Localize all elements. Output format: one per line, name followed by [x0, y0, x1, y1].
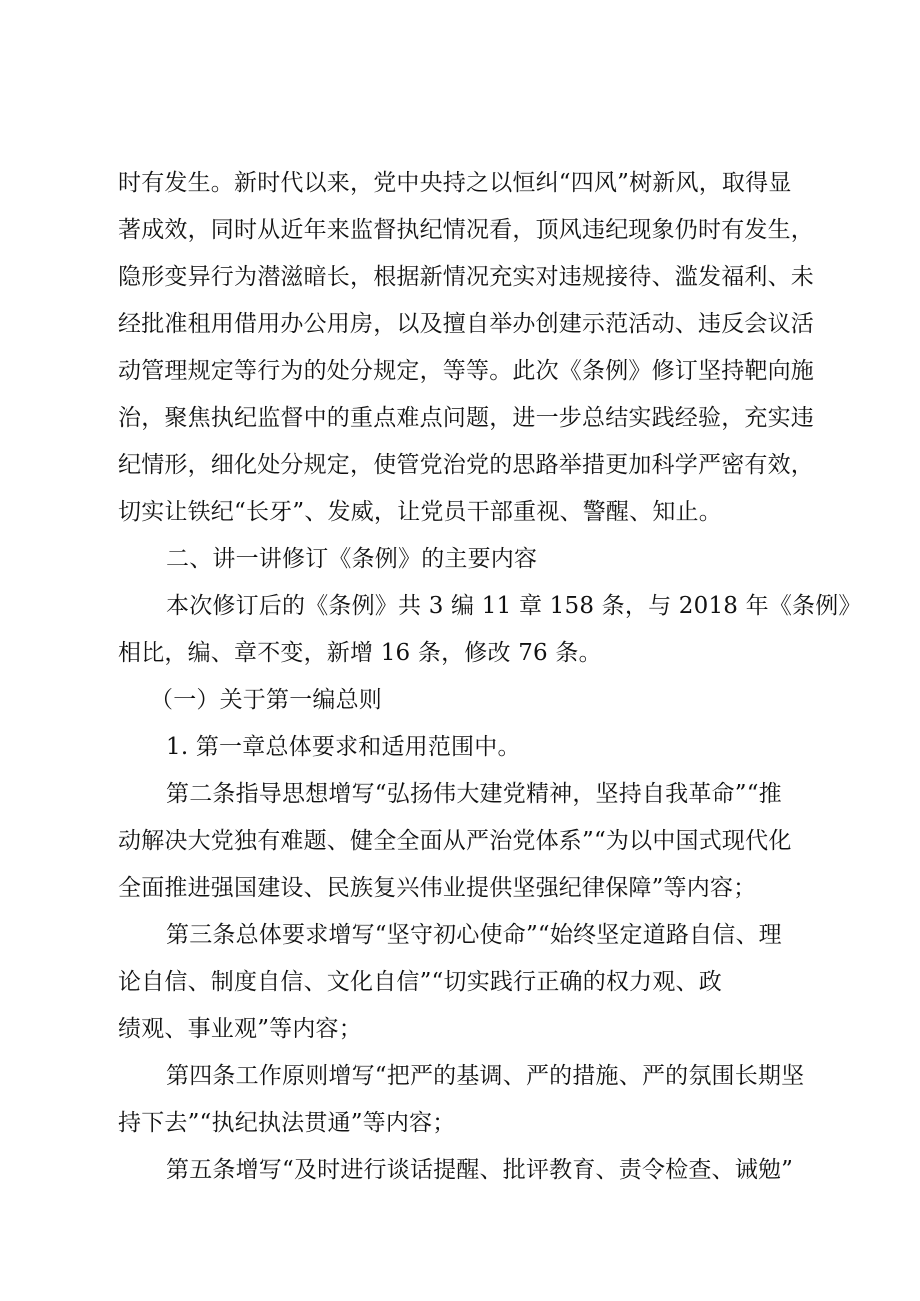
- body-text-line: 第五条增写“及时进行谈话提醒、批评教育、责令检查、诫勉”: [166, 1157, 794, 1183]
- body-text-line: 隐形变异行为潜滋暗长，根据新情况充实对违规接待、滥发福利、未: [118, 264, 814, 290]
- body-text-line: 第四条工作原则增写“把严的基调、严的措施、严的氛围长期坚: [166, 1063, 805, 1089]
- subsection-heading: （一）关于第一编总则: [150, 687, 382, 713]
- body-text-line: 全面推进强国建设、民族复兴伟业提供坚强纪律保障”等内容；: [118, 875, 757, 901]
- body-text-line: 动解决大党独有难题、健全全面从严治党体系”“为以中国式现代化: [118, 828, 792, 854]
- body-text-line: 著成效，同时从近年来监督执纪情况看，顶风违纪现象仍时有发生，: [118, 217, 814, 243]
- body-text-line: 持下去”“执纪执法贯通”等内容；: [118, 1110, 456, 1136]
- body-text-line: 第二条指导思想增写“弘扬伟大建党精神，坚持自我革命”“推: [166, 781, 782, 807]
- body-text-line: 本次修订后的《条例》共 3 编 11 章 158 条，与 2018 年《条例》: [166, 593, 862, 619]
- body-text-line: 时有发生。新时代以来，党中央持之以恒纠“四风”树新风，取得显: [118, 170, 792, 196]
- body-text-line: 绩观、事业观”等内容；: [118, 1016, 362, 1042]
- body-text-line: 治，聚焦执纪监督中的重点难点问题，进一步总结实践经验，充实违: [118, 405, 814, 431]
- numbered-item: 1. 第一章总体要求和适用范围中。: [166, 734, 521, 760]
- body-text-line: 切实让铁纪“长牙”、发威，让党员干部重视、警醒、知止。: [118, 499, 722, 525]
- body-text-line: 经批准租用借用办公用房，以及擅自举办创建示范活动、违反会议活: [118, 311, 814, 337]
- body-text-line: 相比，编、章不变，新增 16 条，修改 76 条。: [118, 640, 602, 666]
- section-heading: 二、讲一讲修订《条例》的主要内容: [166, 546, 538, 572]
- body-text-line: 动管理规定等行为的处分规定，等等。此次《条例》修订坚持靶向施: [118, 358, 814, 384]
- body-text-line: 纪情形，细化处分规定，使管党治党的思路举措更加科学严密有效，: [118, 452, 814, 478]
- body-text-line: 论自信、制度自信、文化自信”“切实践行正确的权力观、政: [118, 969, 722, 995]
- body-text-line: 第三条总体要求增写“坚守初心使命”“始终坚定道路自信、理: [166, 922, 782, 948]
